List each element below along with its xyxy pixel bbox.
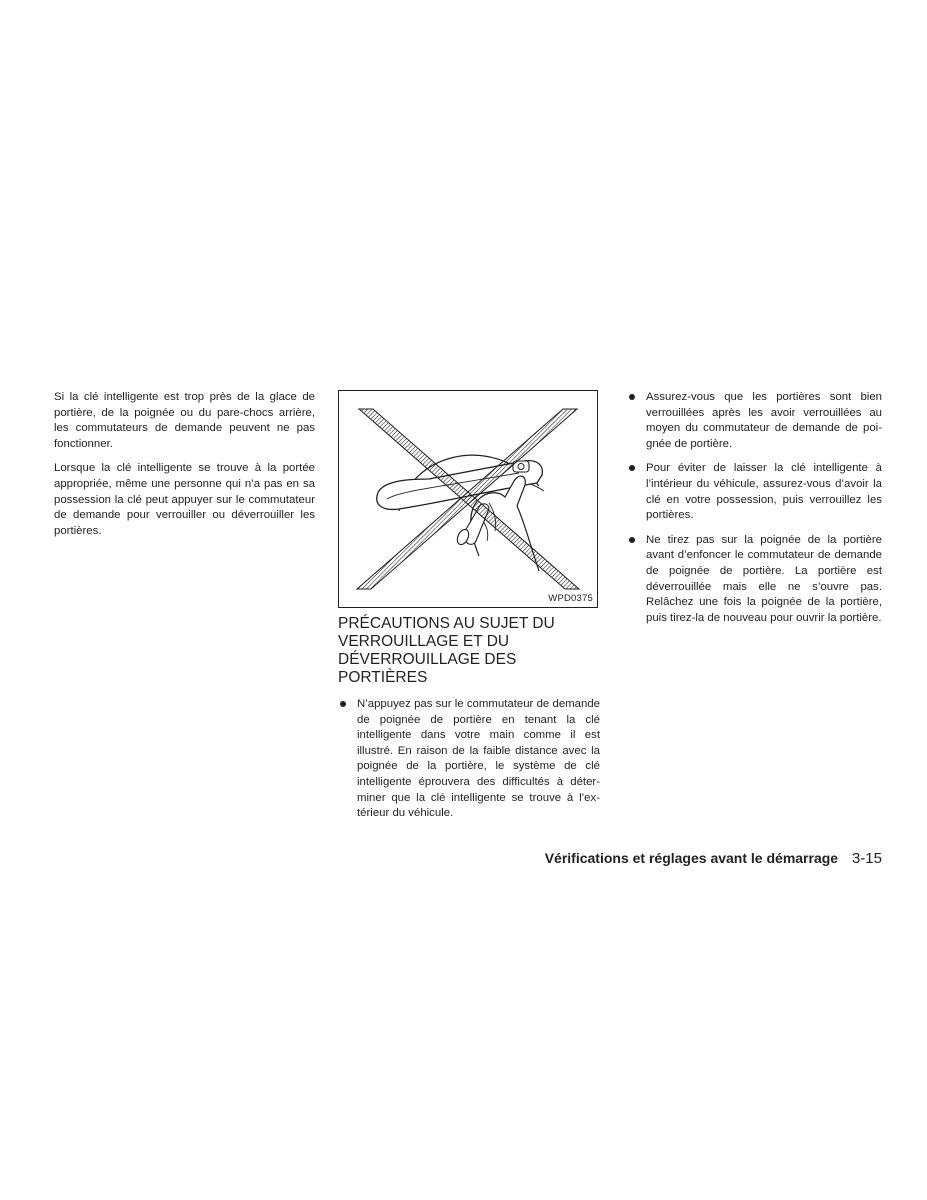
list-item <box>338 697 600 822</box>
page-footer <box>545 849 882 868</box>
bullet-icon <box>629 394 635 400</box>
list-item <box>627 390 882 452</box>
middle-column <box>338 390 600 831</box>
figure <box>338 390 598 608</box>
section-title-line: PORTIÈRES <box>338 669 428 686</box>
precautions-list <box>338 697 600 822</box>
paragraph: Lorsque la clé intelligente se trouve à la portée appropriée, même une personne qui n’a pas en sa possession la clé peut appuyer sur le commutateur de demande pour verrouiller ou déverrouiller les portières. <box>54 462 315 537</box>
left-column <box>54 390 315 548</box>
list-item-text: Pour éviter de laisser la clé intelligente à l’intérieur du véhicule, assurez-vous d’avoir la clé en votre possession, puis verrouillez les portières. <box>646 462 882 522</box>
bullet-icon <box>629 537 635 543</box>
bullet-icon <box>340 701 346 707</box>
chapter-title: Vérifications et réglages avant le démarrage <box>544 850 839 866</box>
list-item <box>627 461 882 523</box>
bullet-icon <box>629 465 635 471</box>
section-title <box>338 615 600 687</box>
figure-code: WPD0375 <box>548 593 593 604</box>
page-number: 3-15 <box>851 850 882 867</box>
list-item-text: Ne tirez pas sur la poignée de la portière avant d’enfoncer le commutateur de demande de poignée de portière. La portière est déverrouillée mais elle ne s’ouvre pas. Relâchez une fois la poignée de la portière, puis tirez-la de nouveau pour ouvrir la portière. <box>646 533 882 624</box>
list-item-text: N’appuyez pas sur le commutateur de demande de poignée de portière en tenant la clé intelligente dans votre main comme il est illustré. En raison de la faible distance avec la poignée de la portière, le système de clé intelligente éprouvera des difficultés à déterminer que la clé intelligente se trouve à l’extérieur du véhicule. <box>357 698 600 820</box>
list-item-text: Assurez-vous que les portières sont bien verrouillées après les avoir verrouillées au moyen du commutateur de demande de poignée de portière. <box>646 391 882 450</box>
section-title-line: DÉVERROUILLAGE DES <box>338 651 517 668</box>
right-column <box>627 390 882 635</box>
paragraph: Si la clé intelligente est trop près de la glace de portière, de la poignée ou du pare-chocs arrière, les commutateurs de demande peuvent ne pas fonctionner. <box>54 391 315 450</box>
precautions-list-continued <box>627 390 882 626</box>
list-item <box>627 533 882 627</box>
section-title-line: PRÉCAUTIONS AU SUJET DU <box>338 615 555 632</box>
section-title-line: VERROUILLAGE ET DU <box>338 633 510 650</box>
crossed-out-door-handle-illustration <box>339 391 597 607</box>
